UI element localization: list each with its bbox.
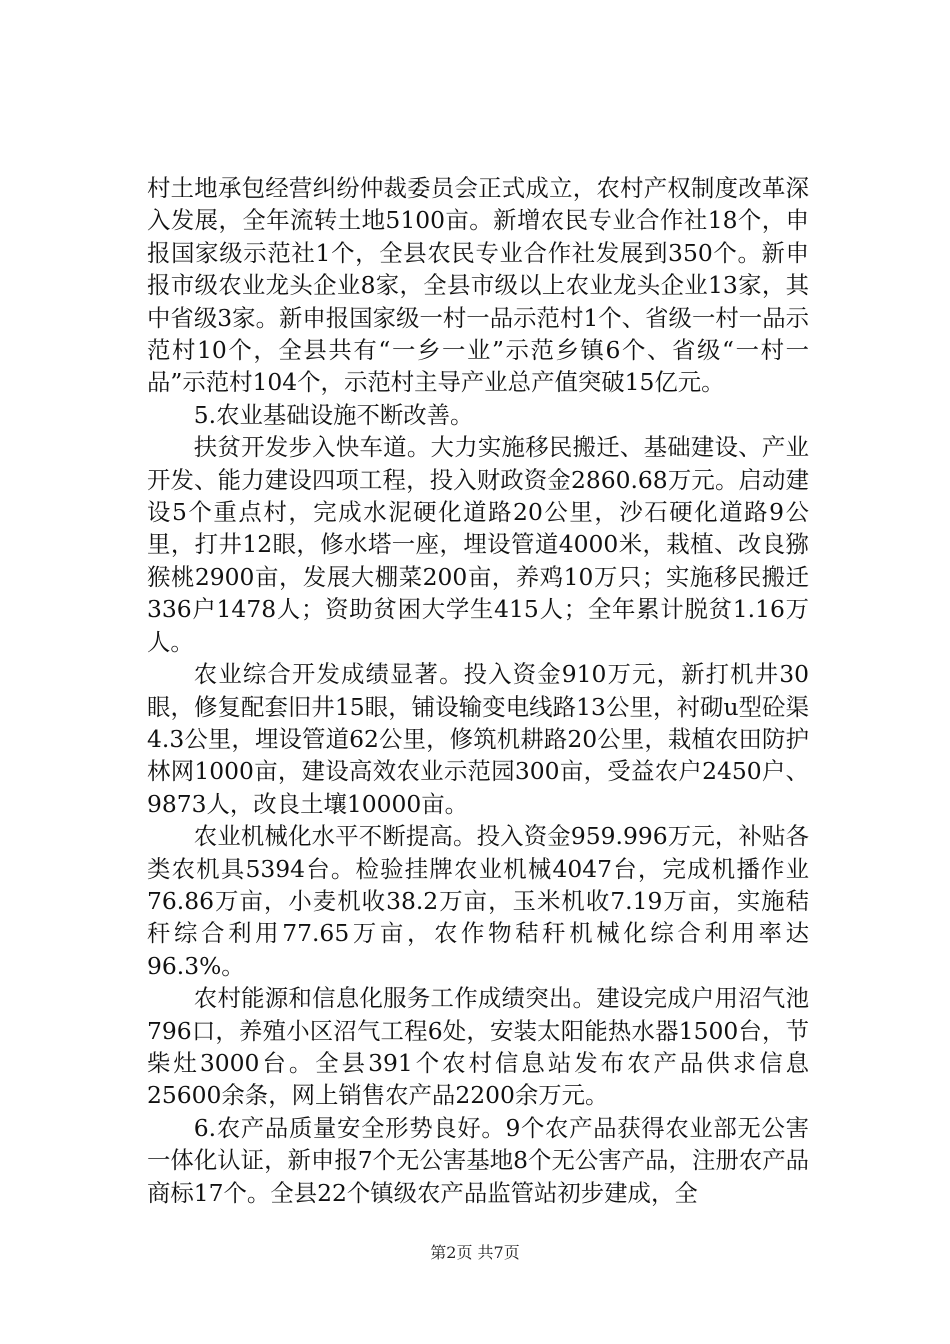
paragraph-1: 村土地承包经营纠纷仲裁委员会正式成立，农村产权制度改革深入发展，全年流转土地5100亩。新增农民专业合作社18个，申报国家级示范社1个，全县农民专业合作社发展到350个。新申报市级农业龙头企业8家，全县市级以上农业龙头企业13家，其中省级3家。新申报国家级一村一品示范村1个、省级一村一品示范村10个，全县共有“一乡一业”示范乡镇6个、省级“一村一品”示范村104个，示范村主导产业总产值突破15亿元。 [147,174,809,397]
paragraph-6: 农村能源和信息化服务工作成绩突出。建设完成户用沼气池796口，养殖小区沼气工程6处，安装太阳能热水器1500台，节柴灶3000台。全县391个农村信息站发布农产品供求信息25600余条，网上销售农产品2200余万元。 [147,984,809,1110]
paragraph-7-heading: 6.农产品质量安全形势良好。9个农产品获得农业部无公害一体化认证，新申报7个无公害基地8个无公害产品，注册农产品商标17个。全县22个镇级农产品监管站初步建成，全 [147,1113,809,1207]
page-footer: 第2页 共7页 [430,1243,520,1262]
paragraph-3: 扶贫开发步入快车道。大力实施移民搬迁、基础建设、产业开发、能力建设四项工程，投入财政资金2860.68万元。启动建设5个重点村，完成水泥硬化道路20公里，沙石硬化道路9公里，打井12眼，修水塔一座，埋设管道4000米，栽植、改良猕猴桃2900亩，发展大棚菜200亩，养鸡10万只；实施移民搬迁336户1478人；资助贫困大学生415人；全年累计脱贫1.16万人。 [147,433,809,656]
document-body [147,172,809,1209]
paragraph-2-heading: 5.农业基础设施不断改善。 [193,400,474,429]
paragraph-4: 农业综合开发成绩显著。投入资金910万元，新打机井30眼，修复配套旧井15眼，铺设输变电线路13公里，衬砌u型砼渠4.3公里，埋设管道62公里，修筑机耕路20公里，栽植农田防护林网1000亩，建设高效农业示范园300亩，受益农户2450户、9873人，改良土壤10000亩。 [147,660,809,818]
paragraph-5: 农业机械化水平不断提高。投入资金959.996万元，补贴各类农机具5394台。检验挂牌农业机械4047台，完成机播作业76.86万亩，小麦机收38.2万亩，玉米机收7.19万亩，实施秸秆综合利用77.65万亩，农作物秸秆机械化综合利用率达96.3%。 [147,822,809,980]
